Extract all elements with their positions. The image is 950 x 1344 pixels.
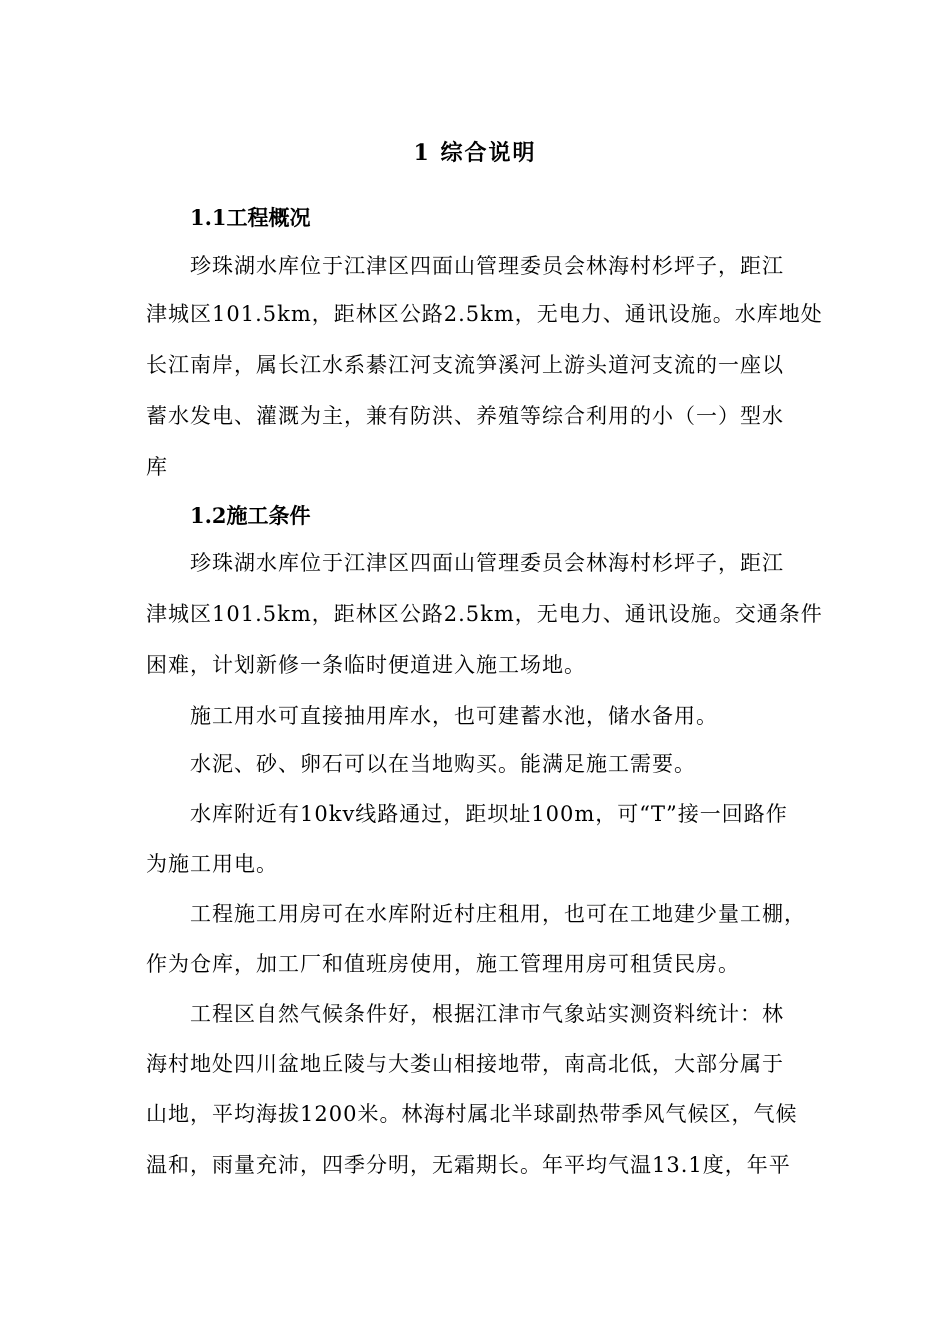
paragraph-line: 作为仓库，加工厂和值班房使用，施工管理用房可租赁民房。	[146, 952, 740, 976]
paragraph-line: 山地，平均海拔1200米。林海村属北半球副热带季风气候区，气候	[146, 1102, 798, 1126]
paragraph-line: 库	[146, 455, 168, 479]
paragraph-line: 为施工用电。	[146, 852, 278, 876]
paragraph-line: 水泥、砂、卵石可以在当地购买。能满足施工需要。	[190, 752, 696, 776]
paragraph-line: 珍珠湖水库位于江津区四面山管理委员会林海村杉坪子，距江	[190, 551, 784, 575]
paragraph-line: 津城区101.5km，距林区公路2.5km，无电力、通讯设施。交通条件	[146, 602, 823, 626]
paragraph-line: 温和，雨量充沛，四季分明，无霜期长。年平均气温13.1度，年平	[146, 1153, 791, 1177]
paragraph-line: 海村地处四川盆地丘陵与大娄山相接地带，南高北低，大部分属于	[146, 1052, 784, 1076]
paragraph-line: 津城区101.5km，距林区公路2.5km，无电力、通讯设施。水库地处	[146, 302, 823, 326]
paragraph-line: 工程施工用房可在水库附近村庄租用，也可在工地建少量工棚，	[190, 902, 806, 926]
section-heading-construction: 1.2施工条件	[190, 503, 311, 528]
paragraph-line: 工程区自然气候条件好，根据江津市气象站实测资料统计：林	[190, 1002, 784, 1026]
paragraph-line: 长江南岸，属长江水系綦江河支流笋溪河上游头道河支流的一座以	[146, 353, 784, 377]
section-heading-overview: 1.1工程概况	[190, 205, 311, 230]
paragraph-line: 水库附近有10kv线路通过，距坝址100m，可“T”接一回路作	[190, 802, 788, 826]
paragraph-line: 珍珠湖水库位于江津区四面山管理委员会林海村杉坪子，距江	[190, 254, 784, 278]
paragraph-line: 困难，计划新修一条临时便道进入施工场地。	[146, 653, 586, 677]
document-title: 1 综合说明	[413, 140, 537, 166]
paragraph-line: 施工用水可直接抽用库水，也可建蓄水池，储水备用。	[190, 704, 718, 728]
paragraph-line: 蓄水发电、灌溉为主，兼有防洪、养殖等综合利用的小（一）型水	[146, 404, 784, 428]
